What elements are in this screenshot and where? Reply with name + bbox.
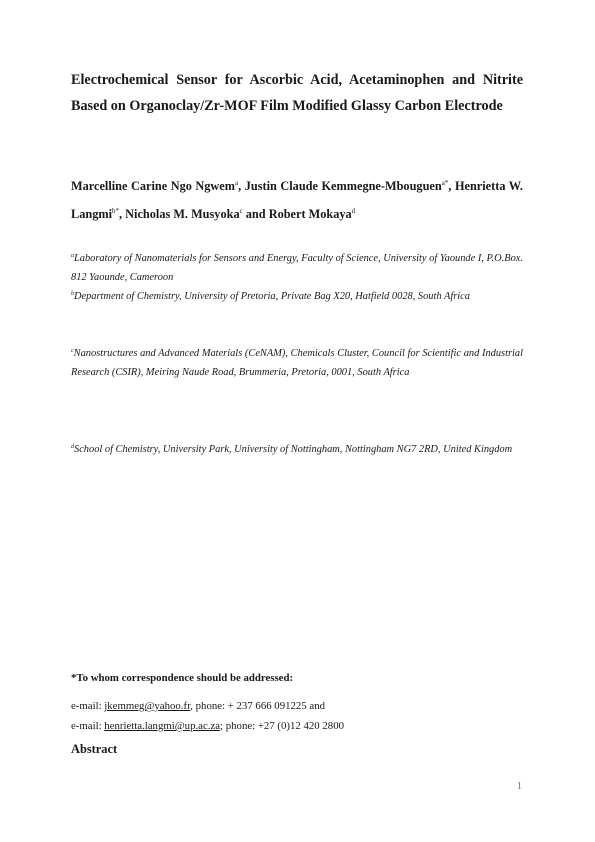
affiliation-text: Nanostructures and Advanced Materials (CeNAM), Chemicals Cluster, Council for Scientific and Industrial Research (CSIR), Meiring Naude Road, Brummeria, Pretoria, 0001, South Africa — [71, 348, 523, 378]
abstract-heading: Abstract — [71, 742, 118, 756]
affiliation-label: d — [71, 444, 74, 450]
email-link-1[interactable]: jkemmeg@yahoo.fr — [104, 700, 191, 712]
affiliation-b — [71, 288, 523, 307]
affiliation-text: Department of Chemistry, University of Pretoria, Private Bag X20, Hatfield 0028, South Africa — [74, 291, 470, 302]
author-affiliation-mark: a — [235, 179, 239, 187]
affiliation-text: Laboratory of Nanomaterials for Sensors and Energy, Faculty of Science, University of Yaounde I, P.O.Box. 812 Yaounde, Cameroon — [71, 253, 523, 283]
page-number: 1 — [517, 781, 522, 792]
author-affiliation-mark: c — [239, 207, 243, 215]
affiliation-label: c — [71, 348, 74, 354]
author-name: Justin Claude Kemmegne-Mbouguen — [244, 179, 442, 193]
author-name: Henrietta W. Langmi — [71, 179, 524, 221]
affiliation-text: School of Chemistry, University Park, University of Nottingham, Nottingham NG7 2RD, United Kingdom — [74, 444, 513, 455]
author-name: Marcelline Carine Ngo Ngwem — [71, 179, 236, 193]
affiliation-a — [71, 250, 523, 287]
contact-suffix: ; phone: +27 (0)12 420 2800 — [220, 720, 344, 732]
contact-line-1 — [71, 700, 325, 712]
contact-line-2 — [71, 720, 344, 732]
author-affiliation-mark: b* — [112, 207, 119, 215]
email-link-2[interactable]: henrietta.langmi@up.ac.za — [104, 720, 221, 732]
contact-prefix: e-mail: — [71, 720, 105, 732]
author-list — [71, 172, 523, 228]
contact-prefix: e-mail: — [71, 700, 105, 712]
affiliation-label: a — [71, 253, 74, 259]
author-affiliation-mark: d — [351, 207, 356, 215]
author-name: Robert Mokaya — [268, 207, 352, 221]
paper-title: Electrochemical Sensor for Ascorbic Acid, Acetaminophen and Nitrite Based on Organoclay/Zr-MOF Film Modified Glassy Carbon Electrode — [71, 72, 523, 114]
author-separator: , — [119, 207, 126, 221]
contact-suffix: , phone: + 237 666 091225 and — [190, 700, 325, 712]
affiliation-d — [71, 441, 523, 460]
author-separator: , — [238, 179, 245, 193]
author-separator: , — [448, 179, 455, 193]
correspondence-heading: *To whom correspondence should be addressed: — [71, 672, 294, 684]
author-name: Nicholas M. Musyoka — [125, 207, 240, 221]
author-affiliation-mark: a* — [441, 179, 449, 187]
author-separator: and — [242, 207, 269, 221]
affiliation-label: b — [71, 291, 74, 297]
affiliation-c — [71, 345, 523, 382]
